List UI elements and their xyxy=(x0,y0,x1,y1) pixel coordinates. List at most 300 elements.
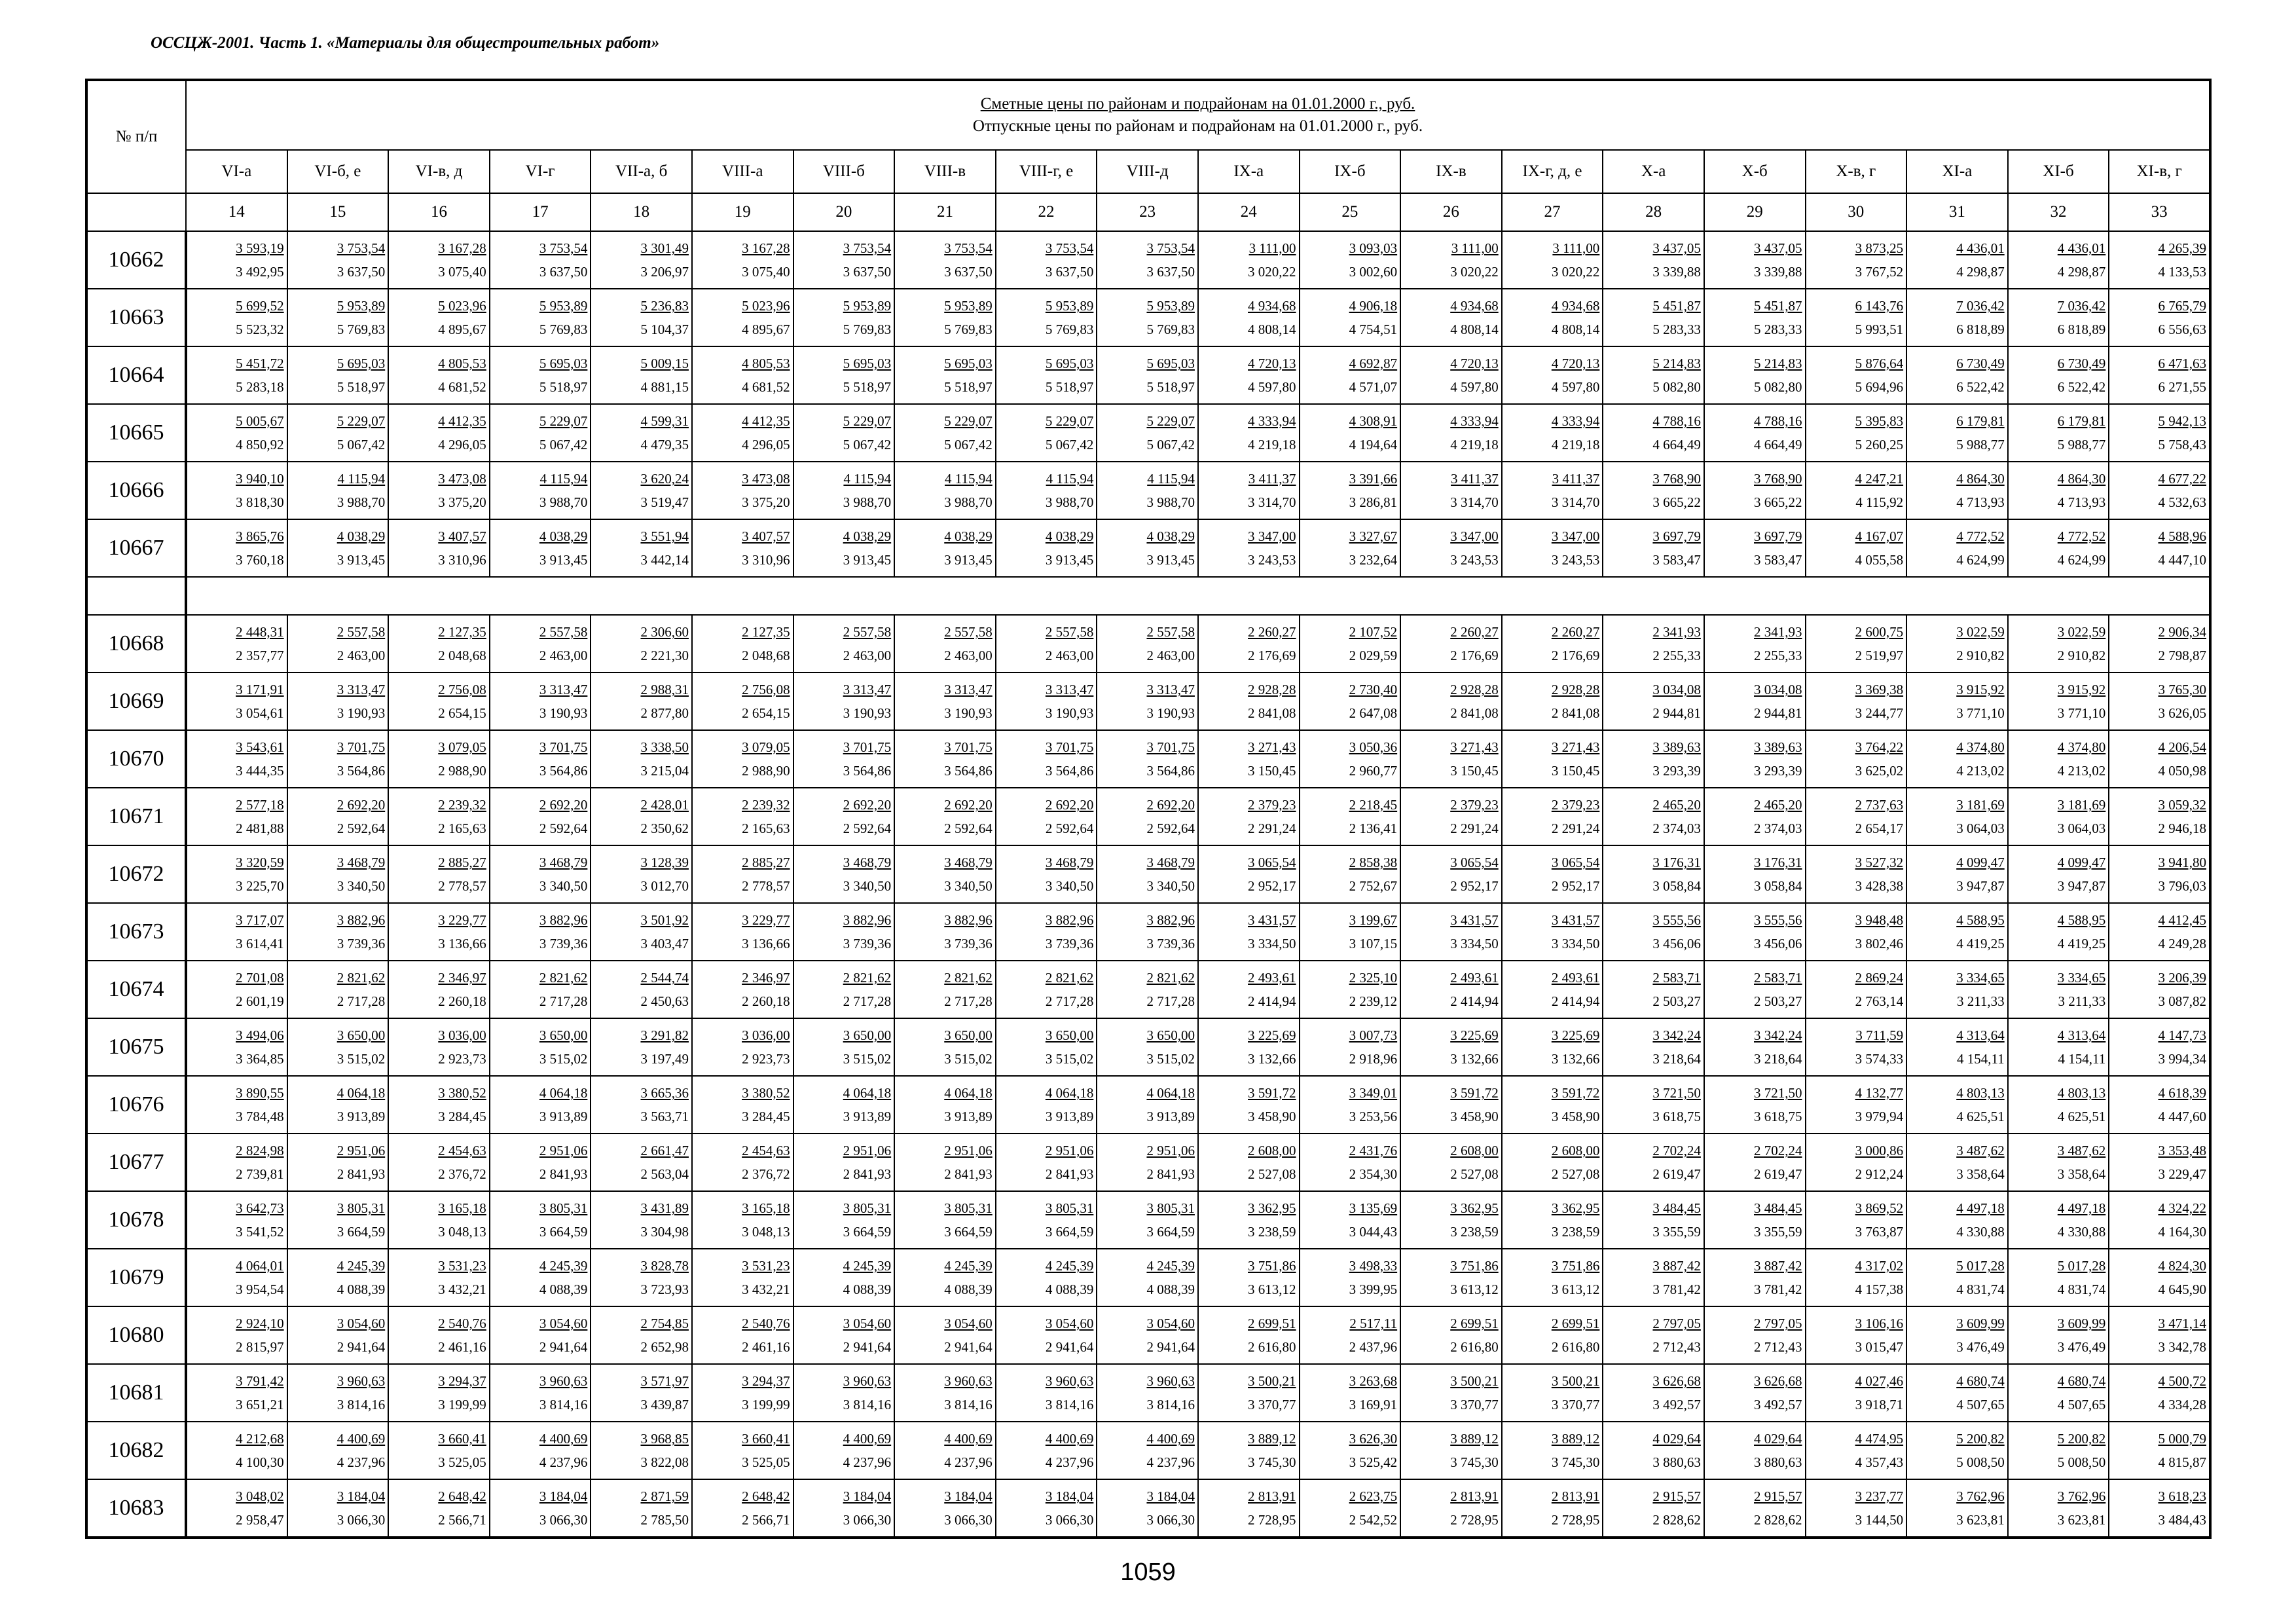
column-index: 19 xyxy=(692,193,793,231)
price-cell xyxy=(793,1249,895,1306)
estimate-price: 5 395,83 xyxy=(1855,413,1904,429)
table-row xyxy=(86,404,2210,462)
release-price: 3 665,22 xyxy=(1652,494,1701,510)
release-price: 2 717,28 xyxy=(337,993,386,1009)
price-cell xyxy=(894,1134,996,1191)
price-cell xyxy=(490,1134,591,1191)
release-price: 2 176,69 xyxy=(1551,648,1600,663)
index-blank-cell xyxy=(86,193,186,231)
price-cell xyxy=(1097,1479,1198,1538)
estimate-price: 3 111,00 xyxy=(1451,240,1499,256)
estimate-price: 4 788,16 xyxy=(1652,413,1701,429)
price-cell xyxy=(186,615,287,673)
release-price: 3 822,08 xyxy=(640,1454,689,1470)
price-cell xyxy=(388,615,490,673)
estimate-price: 3 940,10 xyxy=(236,471,284,487)
price-cell xyxy=(1400,1018,1502,1076)
estimate-price: 2 557,58 xyxy=(843,624,892,640)
release-price: 2 291,24 xyxy=(1248,821,1296,836)
price-cell xyxy=(1300,615,1401,673)
estimate-price: 3 054,60 xyxy=(1146,1316,1195,1331)
price-cell xyxy=(490,462,591,519)
release-price: 4 645,90 xyxy=(2158,1282,2206,1297)
release-price: 5 769,83 xyxy=(1045,322,1094,337)
estimate-price: 3 751,86 xyxy=(1248,1258,1296,1274)
release-price: 3 340,50 xyxy=(944,878,993,894)
item-code: 10682 xyxy=(86,1422,186,1479)
estimate-price: 5 214,83 xyxy=(1652,356,1701,371)
estimate-price: 2 951,06 xyxy=(337,1143,386,1158)
region-header: XI-а xyxy=(1906,150,2008,193)
price-cell xyxy=(1400,1364,1502,1422)
price-cell xyxy=(1603,903,1704,961)
price-cell xyxy=(2008,788,2109,845)
release-price: 5 523,32 xyxy=(236,322,284,337)
release-price: 2 912,24 xyxy=(1855,1166,1904,1182)
estimate-price: 4 147,73 xyxy=(2158,1027,2206,1043)
release-price: 3 144,50 xyxy=(1855,1512,1904,1528)
release-price: 2 728,95 xyxy=(1450,1512,1499,1528)
price-cell xyxy=(388,404,490,462)
price-cell xyxy=(287,1191,389,1249)
item-code: 10672 xyxy=(86,845,186,903)
release-price: 2 354,30 xyxy=(1349,1166,1398,1182)
table-row xyxy=(86,1422,2210,1479)
region-header: X-б xyxy=(1704,150,1806,193)
release-price: 2 841,08 xyxy=(1551,705,1600,721)
estimate-price: 3 225,69 xyxy=(1450,1027,1499,1043)
estimate-price: 2 325,10 xyxy=(1349,970,1398,986)
price-cell xyxy=(793,1364,895,1422)
release-price: 2 952,17 xyxy=(1551,878,1600,894)
estimate-price: 2 813,91 xyxy=(1551,1488,1600,1504)
region-header: VIII-д xyxy=(1097,150,1198,193)
estimate-price: 2 218,45 xyxy=(1349,797,1398,813)
estimate-price: 3 128,39 xyxy=(640,855,689,870)
estimate-price: 2 702,24 xyxy=(1754,1143,1802,1158)
estimate-price: 3 531,23 xyxy=(742,1258,790,1274)
estimate-price: 4 245,39 xyxy=(944,1258,993,1274)
release-price: 3 492,95 xyxy=(236,264,284,280)
estimate-price: 3 650,00 xyxy=(1146,1027,1195,1043)
release-price: 2 592,64 xyxy=(944,821,993,836)
region-header: IX-а xyxy=(1198,150,1300,193)
release-price: 3 664,59 xyxy=(944,1224,993,1240)
estimate-price: 4 436,01 xyxy=(1956,240,2005,256)
table-row xyxy=(86,730,2210,788)
release-price: 2 527,08 xyxy=(1450,1166,1499,1182)
price-cell xyxy=(287,1076,389,1134)
price-cell xyxy=(1502,462,1603,519)
price-cell xyxy=(1603,1422,1704,1479)
release-price: 3 340,50 xyxy=(1045,878,1094,894)
release-price: 2 029,59 xyxy=(1349,648,1398,663)
estimate-price: 4 692,87 xyxy=(1349,356,1398,371)
estimate-price: 3 968,85 xyxy=(640,1431,689,1447)
release-price: 3 814,16 xyxy=(1146,1397,1195,1412)
table-row xyxy=(86,1306,2210,1364)
estimate-price: 5 695,03 xyxy=(539,356,588,371)
price-cell xyxy=(2109,961,2210,1018)
estimate-price: 3 369,38 xyxy=(1855,682,1904,697)
price-cell xyxy=(1906,615,2008,673)
release-price: 3 739,36 xyxy=(539,936,588,951)
release-price: 5 758,43 xyxy=(2158,437,2206,452)
estimate-price: 3 036,00 xyxy=(438,1027,486,1043)
estimate-price: 2 379,23 xyxy=(1450,797,1499,813)
price-cell xyxy=(1906,231,2008,289)
estimate-price: 4 212,68 xyxy=(236,1431,284,1447)
release-price: 3 651,21 xyxy=(236,1397,284,1412)
release-price: 3 664,59 xyxy=(337,1224,386,1240)
estimate-price: 4 436,01 xyxy=(2057,240,2106,256)
release-price: 4 088,39 xyxy=(843,1282,892,1297)
price-cell xyxy=(1502,1018,1603,1076)
estimate-price: 2 577,18 xyxy=(236,797,284,813)
release-price: 2 841,08 xyxy=(1450,705,1499,721)
price-cell xyxy=(1400,289,1502,346)
price-cell xyxy=(793,1018,895,1076)
estimate-price: 4 934,68 xyxy=(1248,298,1296,314)
price-cell xyxy=(1603,1479,1704,1538)
release-price: 2 728,95 xyxy=(1248,1512,1296,1528)
release-price: 4 296,05 xyxy=(742,437,790,452)
release-price: 4 088,39 xyxy=(1146,1282,1195,1297)
price-cell xyxy=(186,961,287,1018)
release-price: 4 713,93 xyxy=(2057,494,2106,510)
release-price: 3 190,93 xyxy=(337,705,386,721)
estimate-price: 4 720,13 xyxy=(1450,356,1499,371)
release-price: 3 238,59 xyxy=(1248,1224,1296,1240)
estimate-price: 4 400,69 xyxy=(1146,1431,1195,1447)
estimate-price: 4 720,13 xyxy=(1248,356,1296,371)
price-cell xyxy=(186,1134,287,1191)
estimate-price: 4 064,18 xyxy=(843,1085,892,1101)
release-price: 5 769,83 xyxy=(337,322,386,337)
price-cell xyxy=(996,1018,1097,1076)
column-index: 32 xyxy=(2008,193,2109,231)
table-row xyxy=(86,519,2210,577)
release-price: 3 190,93 xyxy=(539,705,588,721)
estimate-price: 4 245,39 xyxy=(1045,1258,1094,1274)
price-cell xyxy=(692,961,793,1018)
estimate-price: 4 333,94 xyxy=(1450,413,1499,429)
price-cell xyxy=(287,1479,389,1538)
estimate-price: 4 333,94 xyxy=(1551,413,1600,429)
estimate-price: 2 431,76 xyxy=(1349,1143,1398,1158)
estimate-price: 4 027,46 xyxy=(1855,1373,1904,1389)
price-cell xyxy=(1097,1422,1198,1479)
estimate-price: 5 953,89 xyxy=(843,298,892,314)
price-cell xyxy=(287,903,389,961)
estimate-price: 3 484,45 xyxy=(1754,1200,1802,1216)
release-price: 3 739,36 xyxy=(1146,936,1195,951)
estimate-price: 3 036,00 xyxy=(742,1027,790,1043)
estimate-price: 4 864,30 xyxy=(1956,471,2005,487)
price-cell xyxy=(1400,845,1502,903)
item-code: 10667 xyxy=(86,519,186,577)
price-cell xyxy=(1400,1076,1502,1134)
estimate-price: 3 660,41 xyxy=(742,1431,790,1447)
item-code: 10673 xyxy=(86,903,186,961)
release-price: 3 020,22 xyxy=(1551,264,1600,280)
release-price: 5 082,80 xyxy=(1754,379,1802,395)
estimate-price: 3 181,69 xyxy=(1956,797,2005,813)
release-price: 3 574,33 xyxy=(1855,1051,1904,1067)
item-code: 10664 xyxy=(86,346,186,404)
release-price: 5 993,51 xyxy=(1855,322,1904,337)
estimate-price: 3 167,28 xyxy=(438,240,486,256)
estimate-price: 2 260,27 xyxy=(1248,624,1296,640)
release-price: 3 066,30 xyxy=(1045,1512,1094,1528)
item-code: 10676 xyxy=(86,1076,186,1134)
estimate-price: 2 493,61 xyxy=(1248,970,1296,986)
release-price: 3 814,16 xyxy=(1045,1397,1094,1412)
release-price: 2 592,64 xyxy=(337,821,386,836)
price-cell xyxy=(1704,1018,1806,1076)
release-price: 5 283,18 xyxy=(236,379,284,395)
price-cell xyxy=(2008,730,2109,788)
estimate-price: 2 692,20 xyxy=(843,797,892,813)
estimate-price: 3 882,96 xyxy=(539,912,588,928)
release-price: 5 769,83 xyxy=(843,322,892,337)
release-price: 3 988,70 xyxy=(944,494,993,510)
estimate-price: 3 650,00 xyxy=(539,1027,588,1043)
price-cell xyxy=(1704,788,1806,845)
release-price: 4 133,53 xyxy=(2158,264,2206,280)
estimate-price: 3 642,73 xyxy=(236,1200,284,1216)
price-cell xyxy=(591,1018,692,1076)
price-cell xyxy=(894,289,996,346)
price-cell xyxy=(186,1306,287,1364)
estimate-price: 4 588,95 xyxy=(2057,912,2106,928)
estimate-price: 5 023,96 xyxy=(438,298,486,314)
price-cell xyxy=(692,788,793,845)
estimate-price: 2 692,20 xyxy=(944,797,993,813)
estimate-price: 4 115,94 xyxy=(1046,471,1094,487)
estimate-price: 3 591,72 xyxy=(1450,1085,1499,1101)
release-price: 4 815,87 xyxy=(2158,1454,2206,1470)
release-price: 2 910,82 xyxy=(2057,648,2106,663)
estimate-price: 3 805,31 xyxy=(944,1200,993,1216)
estimate-price: 3 887,42 xyxy=(1652,1258,1701,1274)
release-price: 3 623,81 xyxy=(1956,1512,2005,1528)
release-price: 2 616,80 xyxy=(1551,1339,1600,1355)
estimate-price: 4 680,74 xyxy=(1956,1373,2005,1389)
release-price: 2 601,19 xyxy=(236,993,284,1009)
price-cell xyxy=(1502,1479,1603,1538)
release-price: 4 219,18 xyxy=(1248,437,1296,452)
release-price: 2 136,41 xyxy=(1349,821,1398,836)
estimate-price: 3 320,59 xyxy=(236,855,284,870)
item-code: 10662 xyxy=(86,231,186,289)
release-price: 3 432,21 xyxy=(742,1282,790,1297)
release-price: 3 563,71 xyxy=(640,1109,689,1124)
price-cell xyxy=(2109,1076,2210,1134)
price-cell xyxy=(793,845,895,903)
estimate-price: 4 864,30 xyxy=(2057,471,2106,487)
release-price: 3 918,71 xyxy=(1855,1397,1904,1412)
release-price: 3 814,16 xyxy=(944,1397,993,1412)
estimate-price: 2 915,57 xyxy=(1652,1488,1701,1504)
price-cell xyxy=(1502,1134,1603,1191)
estimate-price: 3 915,92 xyxy=(1956,682,2005,697)
price-cell xyxy=(1704,346,1806,404)
estimate-price: 3 407,57 xyxy=(742,528,790,544)
release-price: 3 515,02 xyxy=(1045,1051,1094,1067)
table-row xyxy=(86,289,2210,346)
price-cell xyxy=(2109,1364,2210,1422)
release-price: 3 044,43 xyxy=(1349,1224,1398,1240)
column-index: 15 xyxy=(287,193,389,231)
price-cell xyxy=(2109,673,2210,730)
estimate-price: 3 484,45 xyxy=(1652,1200,1701,1216)
release-price: 4 831,74 xyxy=(1956,1282,2005,1297)
column-index: 28 xyxy=(1603,193,1704,231)
estimate-price: 3 391,66 xyxy=(1349,471,1398,487)
release-price: 3 637,50 xyxy=(539,264,588,280)
estimate-price: 3 271,43 xyxy=(1248,739,1296,755)
price-cell xyxy=(388,346,490,404)
price-cell xyxy=(1502,1306,1603,1364)
price-cell xyxy=(2109,1134,2210,1191)
price-cell xyxy=(186,673,287,730)
release-price: 3 784,48 xyxy=(236,1109,284,1124)
release-price: 3 054,61 xyxy=(236,705,284,721)
estimate-price: 4 245,39 xyxy=(337,1258,386,1274)
column-index: 30 xyxy=(1806,193,1907,231)
column-index: 17 xyxy=(490,193,591,231)
release-price: 2 450,63 xyxy=(640,993,689,1009)
estimate-price: 3 555,56 xyxy=(1652,912,1701,928)
price-cell xyxy=(692,1018,793,1076)
estimate-price: 2 928,28 xyxy=(1551,682,1600,697)
release-price: 5 769,83 xyxy=(944,322,993,337)
price-cell xyxy=(1704,1422,1806,1479)
release-price: 4 088,39 xyxy=(944,1282,993,1297)
estimate-price: 4 245,39 xyxy=(539,1258,588,1274)
release-price: 2 566,71 xyxy=(742,1512,790,1528)
estimate-price: 3 960,63 xyxy=(539,1373,588,1389)
estimate-price: 4 618,39 xyxy=(2158,1085,2206,1101)
price-cell xyxy=(996,462,1097,519)
estimate-price: 3 184,04 xyxy=(944,1488,993,1504)
estimate-price: 4 167,07 xyxy=(1855,528,1904,544)
price-cell xyxy=(1400,1191,1502,1249)
estimate-price: 2 737,63 xyxy=(1855,797,1904,813)
estimate-price: 2 346,97 xyxy=(742,970,790,986)
price-cell xyxy=(1502,903,1603,961)
price-cell xyxy=(1097,845,1198,903)
release-price: 5 008,50 xyxy=(1956,1454,2005,1470)
price-cell xyxy=(1502,673,1603,730)
column-index: 21 xyxy=(894,193,996,231)
estimate-price: 3 165,18 xyxy=(438,1200,486,1216)
release-price: 3 994,34 xyxy=(2158,1051,2206,1067)
estimate-price: 2 127,35 xyxy=(438,624,486,640)
release-price: 4 419,25 xyxy=(1956,936,2005,951)
release-price: 3 880,63 xyxy=(1652,1454,1701,1470)
estimate-price: 4 588,95 xyxy=(1956,912,2005,928)
estimate-price: 5 699,52 xyxy=(236,298,284,314)
price-cell xyxy=(2008,404,2109,462)
price-cell xyxy=(591,1191,692,1249)
estimate-price: 2 583,71 xyxy=(1652,970,1701,986)
estimate-price: 3 184,04 xyxy=(337,1488,386,1504)
estimate-price: 4 412,35 xyxy=(438,413,486,429)
price-cell xyxy=(996,673,1097,730)
estimate-price: 3 869,52 xyxy=(1855,1200,1904,1216)
estimate-price: 3 753,54 xyxy=(1146,240,1195,256)
price-cell xyxy=(490,404,591,462)
price-cell xyxy=(388,1134,490,1191)
price-cell xyxy=(1300,1364,1401,1422)
release-price: 3 340,50 xyxy=(539,878,588,894)
release-price: 3 613,12 xyxy=(1551,1282,1600,1297)
estimate-price: 5 876,64 xyxy=(1855,356,1904,371)
estimate-price: 2 871,59 xyxy=(640,1488,689,1504)
num-header: № п/п xyxy=(86,80,186,193)
price-cell xyxy=(1400,462,1502,519)
price-cell xyxy=(1806,1364,1907,1422)
estimate-price: 3 531,23 xyxy=(438,1258,486,1274)
release-price: 2 988,90 xyxy=(438,763,486,779)
price-cell xyxy=(591,961,692,1018)
release-price: 3 665,22 xyxy=(1754,494,1802,510)
release-price: 4 419,25 xyxy=(2057,936,2106,951)
release-price: 4 296,05 xyxy=(438,437,486,452)
price-cell xyxy=(2008,1191,2109,1249)
region-header: VI-б, е xyxy=(287,150,389,193)
price-cell xyxy=(793,289,895,346)
price-cell xyxy=(1806,289,1907,346)
price-cell xyxy=(692,1134,793,1191)
price-cell xyxy=(1097,615,1198,673)
estimate-price: 5 695,03 xyxy=(337,356,386,371)
estimate-price: 2 821,62 xyxy=(539,970,588,986)
estimate-price: 3 313,47 xyxy=(337,682,386,697)
column-index: 29 xyxy=(1704,193,1806,231)
price-cell xyxy=(996,231,1097,289)
estimate-price: 3 650,00 xyxy=(843,1027,892,1043)
release-price: 3 432,21 xyxy=(438,1282,486,1297)
release-price: 3 190,93 xyxy=(1045,705,1094,721)
item-code: 10663 xyxy=(86,289,186,346)
release-price: 3 947,87 xyxy=(1956,878,2005,894)
release-price: 2 952,17 xyxy=(1248,878,1296,894)
estimate-price: 2 699,51 xyxy=(1248,1316,1296,1331)
price-cell xyxy=(287,1249,389,1306)
release-price: 3 913,89 xyxy=(1045,1109,1094,1124)
estimate-price: 3 334,65 xyxy=(2057,970,2106,986)
estimate-price: 4 245,39 xyxy=(843,1258,892,1274)
price-cell xyxy=(490,961,591,1018)
release-price: 3 048,13 xyxy=(438,1224,486,1240)
estimate-price: 3 501,92 xyxy=(640,912,689,928)
release-price: 3 515,02 xyxy=(944,1051,993,1067)
release-price: 3 243,53 xyxy=(1551,552,1600,568)
release-price: 3 370,77 xyxy=(1450,1397,1499,1412)
estimate-price: 3 701,75 xyxy=(843,739,892,755)
price-cell xyxy=(1704,673,1806,730)
release-price: 2 221,30 xyxy=(640,648,689,663)
release-price: 2 654,15 xyxy=(742,705,790,721)
estimate-price: 4 115,94 xyxy=(539,471,588,487)
release-price: 3 012,70 xyxy=(640,878,689,894)
price-cell xyxy=(2109,730,2210,788)
release-price: 4 164,30 xyxy=(2158,1224,2206,1240)
estimate-price: 3 079,05 xyxy=(742,739,790,755)
